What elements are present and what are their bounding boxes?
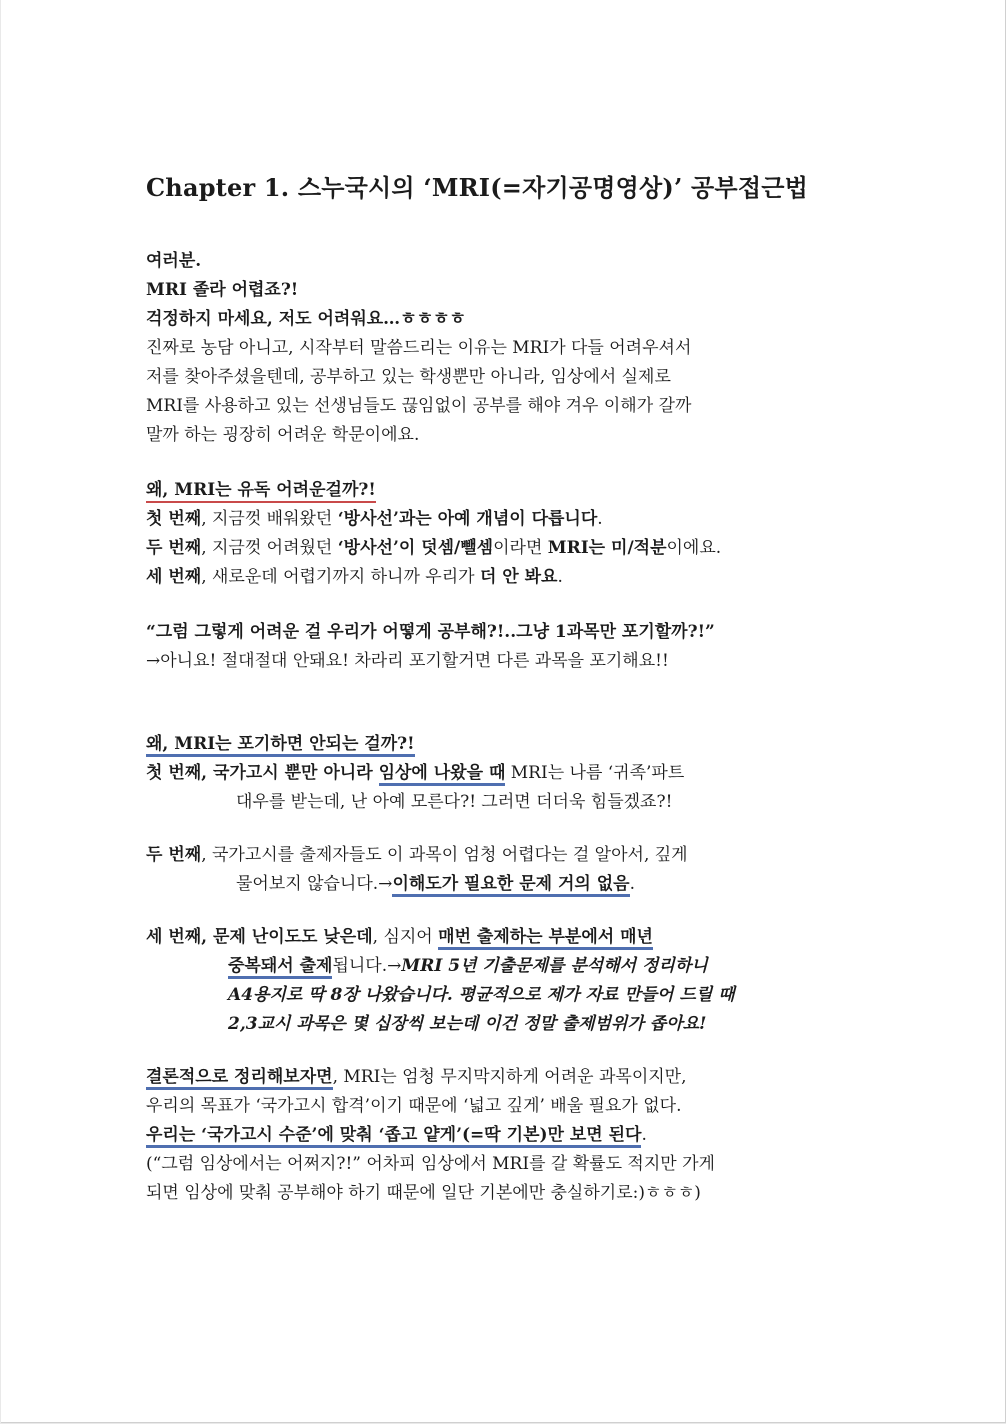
reason-row: 첫 번째, 지금껏 배워왔던 ‘방사선’과는 아예 개념이 다릅니다. — [146, 509, 603, 529]
intro-greeting: 여러분. — [146, 251, 202, 271]
document-page — [1, 0, 1006, 1423]
intro-body-line: MRI를 사용하고 있는 선생님들도 끊임없이 공부를 해야 겨우 이해가 갈까 — [146, 396, 692, 416]
section-heading-why-not-give-up: 왜, MRI는 포기하면 안되는 걸까?! — [146, 730, 866, 759]
section-heading-why-hard: 왜, MRI는 유독 어려운걸까?! — [146, 476, 866, 505]
intro-body-line: 진짜로 농담 아니고, 시작부터 말씀드리는 이유는 MRI가 다들 어려우셔서 — [146, 338, 692, 358]
reason-paragraph-line: 중복돼서 출제됩니다.→MRI 5년 기출문제를 분석해서 정리하니 — [146, 952, 866, 981]
reason-row: 두 번째, 지금껏 어려웠던 ‘방사선’이 덧셈/뺄셈이라면 MRI는 미/적분이에요. — [146, 538, 722, 558]
conclusion-line: 되면 임상에 맞춰 공부해야 하기 때문에 일단 기본에만 충실하기로:)ㅎㅎㅎ) — [146, 1183, 701, 1203]
intro-question: MRI 졸라 어렵죠?! — [146, 280, 299, 300]
quote-answer: →아니요! 절대절대 안돼요! 차라리 포기할거면 다른 과목을 포기해요!! — [146, 651, 669, 671]
reason-paragraph-line: A4용지로 딱 8장 나왔습니다. 평균적으로 제가 자료 만들어 드릴 때 — [228, 985, 735, 1005]
intro-body-line: 저를 찾아주셨을텐데, 공부하고 있는 학생뿐만 아니라, 임상에서 실제로 — [146, 367, 671, 387]
chapter-title: Chapter 1. 스누국시의 ‘MRI(=자기공명영상)’ 공부접근법 — [146, 173, 808, 202]
conclusion-line: 우리의 목표가 ‘국가고시 합격’이기 때문에 ‘넓고 깊게’ 배울 필요가 없다. — [146, 1096, 682, 1116]
reason-paragraph-line: 두 번째, 국가고시를 출제자들도 이 과목이 엄청 어렵다는 걸 알아서, 깊게 — [146, 845, 688, 865]
conclusion-line: 결론적으로 정리해보자면, MRI는 엄청 무지막지하게 어려운 과목이지만, — [146, 1063, 866, 1092]
reason-paragraph-line: 2,3교시 과목은 몇 십장씩 보는데 이건 정말 출제범위가 좁아요! — [228, 1014, 707, 1034]
intro-reassure: 걱정하지 마세요, 저도 어려워요…ㅎㅎㅎㅎ — [146, 309, 466, 329]
reason-paragraph-line: 첫 번째, 국가고시 뿐만 아니라 임상에 나왔을 때 MRI는 나름 ‘귀족’파트 — [146, 759, 866, 788]
conclusion-line: 우리는 ‘국가고시 수준’에 맞춰 ‘좁고 얕게’(=딱 기본)만 보면 된다. — [146, 1121, 866, 1150]
reason-paragraph-line: 세 번째, 문제 난이도도 낮은데, 심지어 매번 출제하는 부분에서 매년 — [146, 923, 866, 952]
document-content — [146, 168, 866, 1208]
reason-paragraph-line: 물어보지 않습니다.→이해도가 필요한 문제 거의 없음. — [146, 870, 866, 899]
reason-row: 세 번째, 새로운데 어렵기까지 하니까 우리가 더 안 봐요. — [146, 567, 563, 587]
intro-body-line: 말까 하는 굉장히 어려운 학문이에요. — [146, 425, 420, 445]
reason-paragraph-line: 대우를 받는데, 난 아예 모른다?! 그러면 더더욱 힘들겠죠?! — [236, 792, 673, 812]
quote-question: “그럼 그렇게 어려운 걸 우리가 어떻게 공부해?!..그냥 1과목만 포기할까?!” — [146, 622, 715, 642]
conclusion-line: (“그럼 임상에서는 어쩌지?!” 어차피 임상에서 MRI를 갈 확률도 적지만 가게 — [146, 1154, 715, 1174]
